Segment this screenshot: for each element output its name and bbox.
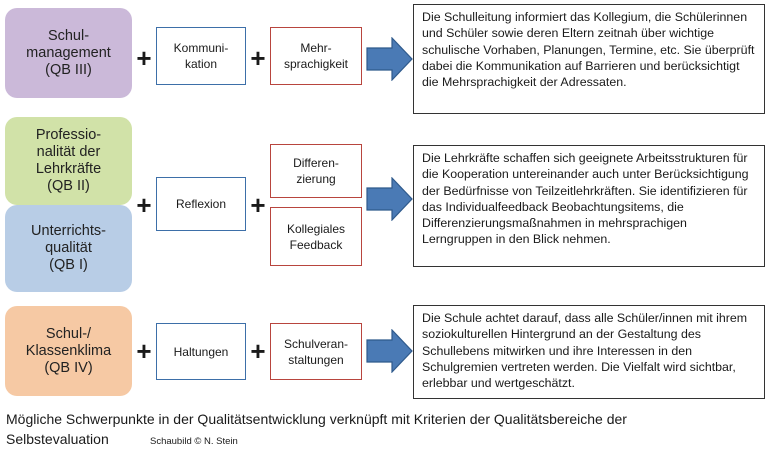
plus-sign: + [250, 43, 266, 73]
differenzierung-box: Differen- zierung [270, 144, 362, 198]
plus-sign: + [136, 190, 152, 220]
qb2-professionalitaet-pill: Professio- nalität der Lehrkräfte (QB II) [5, 117, 132, 205]
figure-caption-line-1: Mögliche Schwerpunkte in der Qualitätsentwicklung verknüpft mit Kriterien der Qualitätsbereiche der [6, 411, 627, 427]
professionalitaet-description: Die Lehrkräfte schaffen sich geeignete Arbeitsstrukturen für die Kooperation untereinander auch unter Berücksichtigung der Bedürfnisse von Teilzeitlehrkräften. Sie identifizieren für das Individualfeedback Beobachtungsitems, die Differenzierungsmaßnahmen in mehrsprachigen Lerngruppen in den Blick nehmen. [413, 145, 765, 267]
qb4-klassenklima-pill: Schul-/ Klassenklima (QB IV) [5, 306, 132, 396]
mehrsprachigkeit-box: Mehr- sprachigkeit [270, 27, 362, 85]
plus-sign: + [136, 336, 152, 366]
schulveranstaltungen-box: Schulveran- staltungen [270, 323, 362, 380]
qb1-unterrichtsqualitaet-pill: Unterrichts- qualität (QB I) [5, 205, 132, 292]
figure-credit: Schaubild © N. Stein [150, 436, 238, 447]
plus-sign: + [250, 336, 266, 366]
kommunikation-box: Kommuni- kation [156, 27, 246, 85]
schulmanagement-description: Die Schulleitung informiert das Kollegium, die Schülerinnen und Schüler sowie deren Eltern zeitnah über wichtige schulische Vorhaben, Planungen, Termine, etc. Sie überprüft dabei die Kommunikation auf Barrieren und berücksichtigt die Mehrsprachigkeit der Adressaten. [413, 4, 765, 114]
figure-caption-line-2: Selbstevaluation [6, 431, 109, 447]
right-arrow-icon [366, 177, 414, 221]
haltungen-box: Haltungen [156, 323, 246, 380]
plus-sign: + [250, 190, 266, 220]
right-arrow-icon [366, 37, 414, 81]
plus-sign: + [136, 43, 152, 73]
qb3-schulmanagement-pill: Schul- management (QB III) [5, 8, 132, 98]
reflexion-box: Reflexion [156, 177, 246, 231]
klassenklima-description: Die Schule achtet darauf, dass alle Schüler/innen mit ihrem soziokulturellen Hintergrund an der Gestaltung des Schullebens mitwirken und ihre Interessen in den Schulgremien vertreten werden. Die Vielfalt wird sichtbar, erlebbar und wertgeschätzt. [413, 305, 765, 399]
kollegiales-feedback-box: Kollegiales Feedback [270, 207, 362, 266]
right-arrow-icon [366, 329, 414, 373]
